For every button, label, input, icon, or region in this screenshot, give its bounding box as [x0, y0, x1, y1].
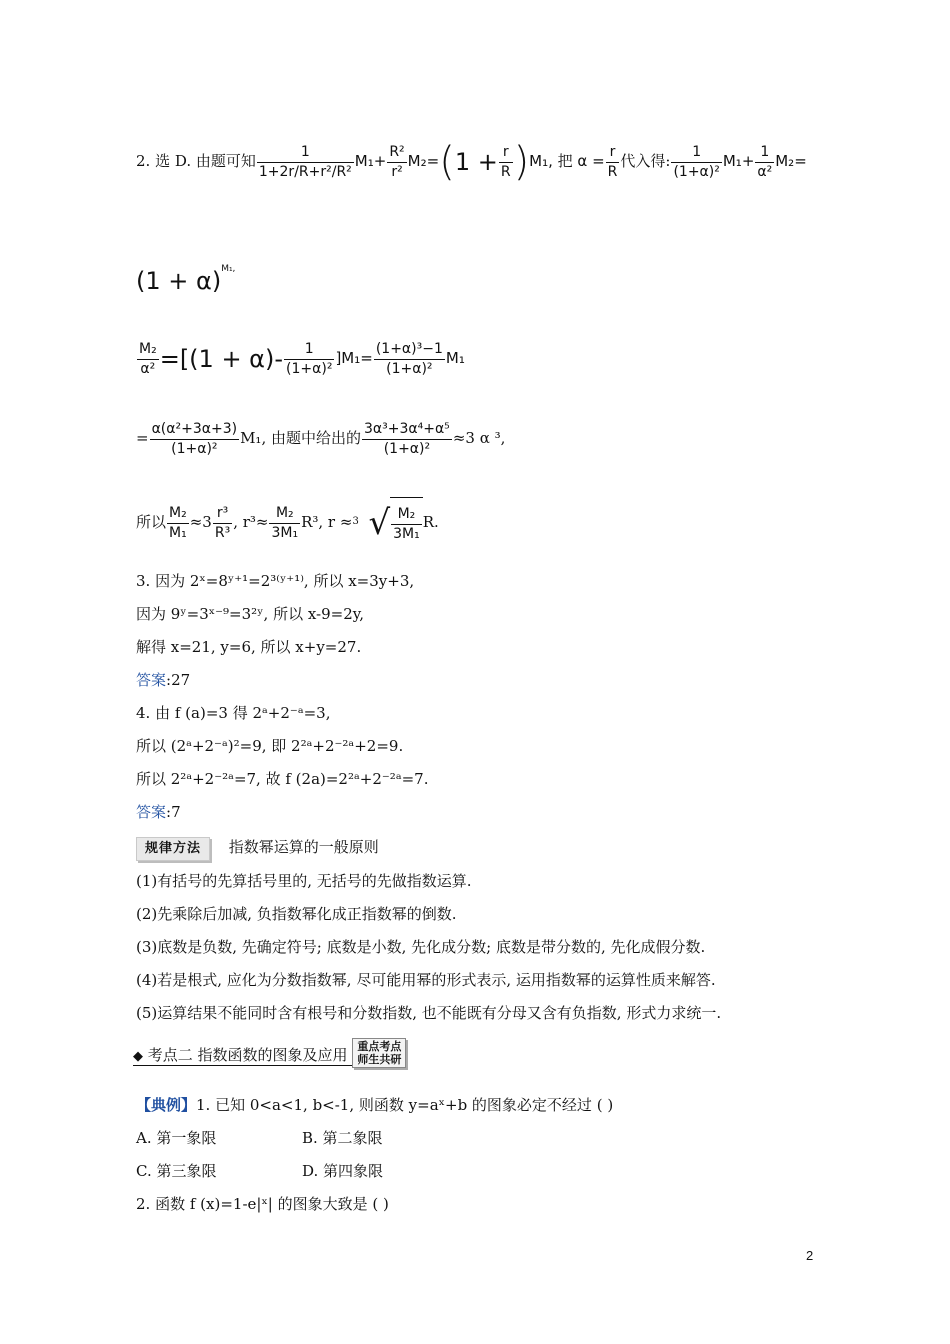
sol2-eq2 — [136, 336, 465, 381]
cont-base: (1 + α) — [136, 267, 222, 295]
sol3-line1: 3. 因为 2ˣ=8ʸ⁺¹=2³⁽ʸ⁺¹⁾, 所以 x=3y+3, — [136, 572, 415, 590]
option-d: D. 第四象限 — [302, 1162, 384, 1180]
answer-label: 答案 — [136, 671, 167, 689]
section2-title: 考点二 指数函数的图象及应用 — [147, 1046, 348, 1064]
sol4-answer — [136, 801, 181, 823]
cube-root: 3 √ $\frac{\text{M₂}}{\text{3M₁}}$ — [352, 496, 422, 550]
option-c: C. 第三象限 — [136, 1162, 217, 1180]
eq4-mid: , r³≈ — [233, 513, 269, 531]
m1p: M₁+ — [722, 152, 755, 170]
eq4-approx: ≈3 — [189, 513, 212, 531]
method-item: (3)底数是负数, 先确定符号; 底数是小数, 先化成分数; 底数是带分数的, 先化成假分数. — [136, 938, 706, 956]
m2eq2: M₂= — [775, 152, 807, 170]
eq2-frac: $\frac{1}{\text{(1+α)²}}$ — [286, 340, 333, 377]
option-a: A. 第一象限 — [136, 1129, 217, 1147]
eq4-hfrac: $\frac{\text{M₂}}{\text{3M₁}}$ — [271, 504, 299, 541]
method-item: (2)先乘除后加减, 负指数幂化成正指数幂的倒数. — [136, 905, 457, 923]
frac-4: $\frac{1}{\text{(1+α)²}}$ — [673, 143, 720, 180]
eq3-start: = — [136, 429, 149, 447]
eq2-open: =[(1 + α)- — [159, 345, 284, 373]
sol3-answer — [136, 669, 190, 691]
sol4-line3: 所以 2²ᵃ+2⁻²ᵃ=7, 故 f (2a)=2²ᵃ+2⁻²ᵃ=7. — [136, 770, 429, 788]
section2-header — [133, 1038, 406, 1068]
eq2-lhs: $\frac{\text{M₂}}{\text{α²}}$ — [139, 340, 157, 377]
example-q1 — [136, 1094, 613, 1116]
diamond-icon: ◆ — [133, 1049, 143, 1064]
answer-label: 答案 — [136, 803, 167, 821]
sol3-line3: 解得 x=21, y=6, 所以 x+y=27. — [136, 638, 362, 656]
cont-sup: M₁, — [221, 264, 236, 274]
method-header — [136, 836, 379, 861]
sol2-line1: 2. 选 D. 由题可知 $\frac{1}{\text{1+2r/R+r²/R²}}$ M₁+ $\frac{\text{R²}}{\text{r²}}$ M₂=(1 + $\frac{r}{R}$ )M₁, 把 α = $\frac{r}{R}$ 代入得: $\frac{1}{\text{(1+α)²}}$ M₁+ $\frac{1}{\text{α²}}$ M₂= — [136, 139, 807, 185]
options-row-2 — [136, 1160, 383, 1182]
m2-label: M₂= — [407, 152, 440, 170]
eq4-end: R. — [422, 513, 439, 531]
page-number: 2 — [806, 1248, 814, 1263]
eq4-frac: $\frac{\text{M₂}}{\text{M₁}}$ — [169, 504, 187, 541]
eq3-mid: M₁, 由题中给出的 — [240, 429, 361, 447]
eq4-kfrac: $\frac{\text{M₂}}{\text{3M₁}}$ — [393, 506, 420, 543]
method-item: (4)若是根式, 应化为分数指数幂, 尽可能用幂的形式表示, 运用指数幂的运算性质来解答. — [136, 971, 716, 989]
eq4-mid2: R³, r ≈ — [301, 513, 353, 531]
eq4-gfrac: $\frac{\text{r³}}{\text{R³}}$ — [214, 504, 231, 541]
section2-badge: 重点考点 师生共研 — [352, 1038, 406, 1068]
sub-text: 代入得: — [620, 152, 671, 170]
eq3-frac: $\frac{\text{α(α²+3α+3)}}{\text{(1+α)²}}$ — [151, 420, 238, 457]
frac-3: $\frac{r}{R}$ — [500, 143, 511, 180]
m1-label: M₁+ — [354, 152, 387, 170]
sol2-eq3 — [136, 416, 505, 460]
sol2-intro: 2. 选 D. 由题可知 — [136, 152, 256, 170]
sol2-eq4 — [136, 496, 439, 550]
eq2-mid: ]M₁= — [335, 349, 373, 367]
frac-2: $\frac{\text{R²}}{\text{r²}}$ — [389, 143, 405, 180]
frac-alpha: $\frac{r}{R}$ — [607, 143, 618, 180]
method-badge: 规律方法 — [136, 837, 210, 861]
method-title: 指数幂运算的一般原则 — [228, 838, 379, 856]
m1-ba: M₁, 把 α = — [529, 152, 605, 170]
sol2-cont — [136, 258, 236, 295]
sol4-line1: 4. 由 f (a)=3 得 2ᵃ+2⁻ᵃ=3, — [136, 704, 331, 722]
frac-5: $\frac{1}{\text{α²}}$ — [757, 143, 773, 180]
frac-1: $\frac{1}{\text{1+2r/R+r²/R²}}$ — [258, 143, 352, 180]
method-item: (5)运算结果不能同时含有根号和分数指数, 也不能既有分母又含有负指数, 形式力求统一. — [136, 1004, 722, 1022]
answer-value: :7 — [166, 803, 181, 821]
q1-text: 1. 已知 0<a<1, b<-1, 则函数 y=aˣ+b 的图象必定不经过 ( ) — [196, 1096, 614, 1114]
eq2-end: M₁ — [445, 349, 465, 367]
answer-value: :27 — [166, 671, 191, 689]
one-plus: 1 + — [454, 148, 498, 176]
example-q2: 2. 函数 f (x)=1-e|ˣ| 的图象大致是 ( ) — [136, 1195, 389, 1213]
sol4-line2: 所以 (2ᵃ+2⁻ᵃ)²=9, 即 2²ᵃ+2⁻²ᵃ+2=9. — [136, 737, 404, 755]
option-b: B. 第二象限 — [302, 1129, 383, 1147]
eq2-rfrac: $\frac{\text{(1+α)³−1}}{\text{(1+α)²}}$ — [375, 340, 443, 377]
eq4-start: 所以 — [136, 513, 167, 531]
eq3-gfrac: $\frac{\text{3α³+3α⁴+α⁵}}{\text{(1+α)²}}$ — [364, 420, 450, 457]
method-item: (1)有括号的先算括号里的, 无括号的先做指数运算. — [136, 872, 472, 890]
options-row-1 — [136, 1127, 383, 1149]
sol3-line2: 因为 9ʸ=3ˣ⁻⁹=3²ʸ, 所以 x-9=2y, — [136, 605, 365, 623]
eq3-end: ≈3 α ³, — [452, 429, 506, 447]
example-tag: 【典例】 — [136, 1096, 197, 1114]
